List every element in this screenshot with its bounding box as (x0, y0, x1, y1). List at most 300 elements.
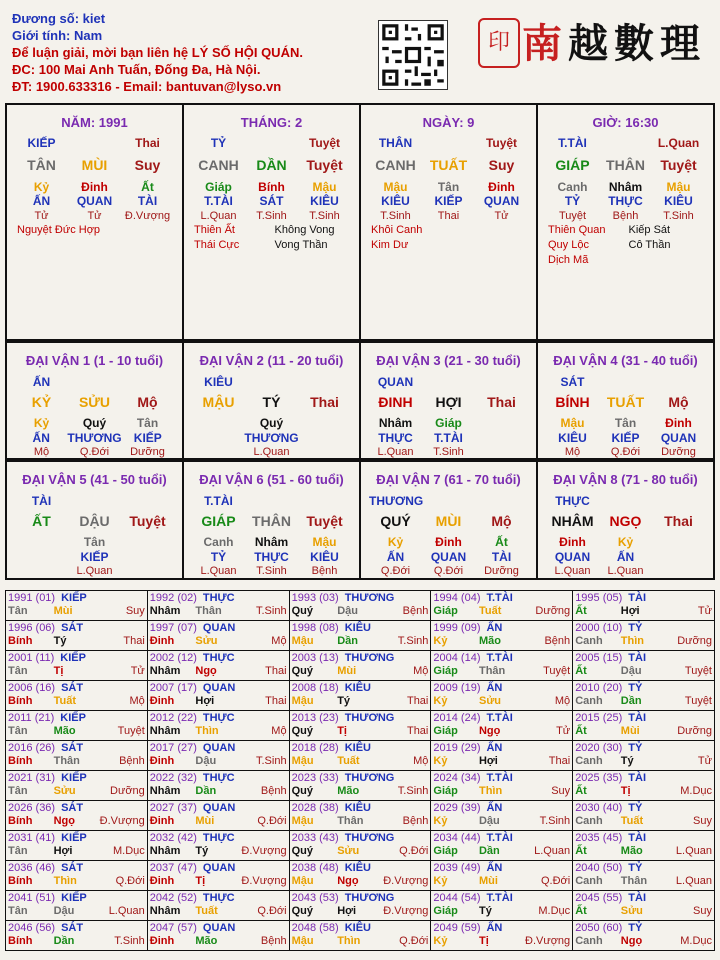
chart-token: Q.Đới (610, 446, 641, 458)
chart-token (121, 565, 174, 577)
brand-char: 數 (614, 20, 660, 67)
annual-body (150, 935, 287, 948)
chart-token: KIÊU (204, 375, 233, 389)
annual-head (433, 622, 570, 635)
life-stage: Dưỡng (677, 725, 712, 737)
annual-head (433, 832, 570, 845)
ten-god: KIẾP (60, 712, 86, 724)
annual-body (8, 905, 145, 918)
annual-luck-table (5, 590, 715, 951)
branch: Hợi (195, 695, 215, 707)
branch: Mão (195, 935, 218, 947)
stem: Ất (575, 785, 587, 797)
contact-address: ĐC: 100 Mai Anh Tuấn, Đống Đa, Hà Nội. (12, 62, 261, 77)
chart-token (476, 494, 528, 508)
chart-token: ĐINH (378, 394, 413, 410)
chart-token: Tuyệt (308, 136, 341, 150)
chart-token: Mộ (33, 446, 50, 458)
chart-token: HỢI (435, 394, 462, 410)
annual-cell (147, 921, 289, 951)
life-stage: T.Sinh (397, 635, 429, 647)
year-label: 2007 (17) (149, 682, 197, 694)
annual-cell (431, 621, 573, 651)
branch: Ngọ (478, 725, 501, 737)
annual-cell (573, 621, 715, 651)
chart-token (423, 494, 475, 508)
life-stage: Q.Đới (257, 905, 287, 917)
annual-cell (289, 861, 431, 891)
hidden-stem-row (192, 180, 351, 194)
life-stage: Suy (693, 815, 712, 827)
annual-body (292, 845, 429, 858)
annual-cell (431, 831, 573, 861)
star-label: Không Vong (274, 224, 335, 236)
branch: Sửu (53, 785, 76, 797)
chart-token (245, 136, 298, 150)
annual-body (8, 665, 145, 678)
hidden-god-row (15, 375, 174, 389)
ten-god: T.TÀI (486, 772, 513, 784)
ten-god: QUAN (202, 682, 236, 694)
chart-token: Đinh (435, 535, 462, 549)
annual-head (8, 772, 145, 785)
life-stage: Suy (551, 785, 571, 797)
year-label: 2003 (13) (291, 652, 339, 664)
life-stage: Bệnh (260, 935, 287, 947)
chart-token: L.Quan (554, 565, 591, 577)
stem-branch-row (15, 513, 174, 529)
year-label: 2025 (35) (575, 772, 623, 784)
year-label: 2049 (59) (433, 922, 481, 934)
life-stage: Bệnh (544, 635, 571, 647)
chart-token: Mộ (564, 446, 581, 458)
branch: Thìn (620, 635, 644, 647)
year-label: 2037 (47) (149, 862, 197, 874)
chart-token: Quý (82, 416, 107, 430)
annual-head (575, 772, 712, 785)
stem: Tân (8, 605, 28, 617)
branch: Dần (337, 635, 358, 647)
brand-char: 南 (522, 20, 568, 67)
chart-token (475, 375, 528, 389)
annual-body (433, 875, 570, 888)
qr-code-icon[interactable] (378, 20, 448, 90)
chart-token: Quý (259, 416, 284, 430)
ten-god-row (369, 550, 528, 564)
chart-token (192, 416, 245, 430)
annual-head (8, 682, 145, 695)
stem-branch-row (369, 394, 528, 410)
chart-cell (538, 462, 715, 580)
stem: Giáp (433, 665, 458, 677)
annual-head (8, 622, 145, 635)
hidden-god-row (369, 375, 528, 389)
chart-token: L.Quan (607, 565, 644, 577)
chart-token (121, 375, 174, 389)
chart-token (298, 494, 351, 508)
cell-title: ĐẠI VẬN 5 (41 - 50 tuổi) (22, 472, 167, 487)
ten-god: T.TÀI (486, 592, 513, 604)
chart-token: Ất (141, 180, 154, 194)
life-stage-row (369, 446, 528, 458)
brand-title (522, 12, 706, 69)
year-label: 2038 (48) (291, 862, 339, 874)
annual-cell (573, 741, 715, 771)
annual-cell (6, 921, 148, 951)
annual-cell (573, 861, 715, 891)
chart-token: T.Sinh (309, 210, 340, 222)
annual-head (433, 862, 570, 875)
annual-row (6, 591, 715, 621)
stem: Mậu (291, 875, 314, 887)
annual-body (292, 875, 429, 888)
chart-token: THƯƠNG (244, 431, 299, 445)
stem: Canh (575, 815, 603, 827)
ten-god: KIẾP (61, 772, 87, 784)
stem: Ất (575, 665, 587, 677)
hidden-god-row (546, 136, 705, 150)
branch: Tuất (53, 695, 76, 707)
chart-token: Tân (614, 416, 637, 430)
annual-row (6, 831, 715, 861)
branch: Dần (195, 785, 217, 797)
life-stage: Dưỡng (535, 605, 571, 617)
ten-god-row (546, 550, 705, 564)
annual-body (433, 725, 570, 738)
annual-cell (147, 651, 289, 681)
star-label: Thái Cực (194, 239, 240, 251)
ten-god: QUAN (202, 622, 236, 634)
chart-token: Đinh (488, 180, 515, 194)
annual-body (575, 605, 712, 618)
chart-token: SỬU (78, 394, 111, 410)
annual-body (150, 845, 287, 858)
annual-body (575, 725, 712, 738)
star-label: Vong Thần (274, 239, 328, 251)
annual-body (433, 665, 570, 678)
life-stage: Tuyệt (684, 665, 712, 677)
stem: Tân (8, 725, 28, 737)
stem: Kỷ (433, 875, 448, 887)
annual-head (433, 652, 570, 665)
chart-token (299, 431, 351, 445)
stem-branch-row (15, 394, 174, 410)
annual-head (292, 682, 429, 695)
annual-cell (431, 681, 573, 711)
annual-body (150, 785, 287, 798)
chart-token (652, 565, 705, 577)
life-stage-row (15, 446, 174, 458)
ten-god: KIẾP (61, 832, 87, 844)
chart-token: Kỷ (387, 535, 404, 549)
year-label: 2031 (41) (8, 832, 56, 844)
annual-cell (289, 891, 431, 921)
annual-head (8, 592, 145, 605)
chart-token (599, 136, 652, 150)
branch: Thìn (195, 725, 219, 737)
annual-cell (6, 711, 148, 741)
ten-god: KIẾP (60, 652, 86, 664)
stem: Bính (8, 635, 33, 647)
star-label: Nguyệt Đức Hợp (17, 224, 101, 236)
chart-token (298, 446, 351, 458)
life-stage: L.Quan (675, 875, 712, 887)
year-label: 1992 (02) (149, 592, 197, 604)
year-label: 2030 (40) (575, 802, 623, 814)
ten-god: KIÊU (344, 682, 371, 694)
year-label: 2005 (15) (575, 652, 623, 664)
ten-god: TỶ (628, 622, 643, 634)
life-stage: Bệnh (402, 605, 429, 617)
chart-token: NGỌ (609, 513, 642, 529)
chart-token: L.Quan (76, 565, 113, 577)
chart-token: THƯƠNG (369, 494, 424, 508)
chart-cell (7, 105, 184, 341)
chart-token: Tuyệt (306, 157, 343, 173)
ten-god: TỶ (628, 922, 643, 934)
chart-token: Dưỡng (661, 446, 696, 458)
annual-cell (147, 621, 289, 651)
annual-body (433, 785, 570, 798)
chart-token: Nhâm (378, 416, 413, 430)
annual-body (292, 605, 429, 618)
chart-token: Mậu (312, 180, 337, 194)
chart-token: T.Sinh (663, 210, 694, 222)
annual-head (150, 742, 287, 755)
chart-token (298, 416, 351, 430)
year-label: 2042 (52) (149, 892, 197, 904)
hidden-stem-row (369, 180, 528, 194)
chart-token (15, 565, 68, 577)
stem: Kỷ (433, 695, 448, 707)
branch: Tuất (337, 755, 360, 767)
chart-token: QUAN (430, 550, 467, 564)
annual-cell (147, 831, 289, 861)
stem: Tân (8, 785, 28, 797)
ten-god: THƯƠNG (344, 712, 395, 724)
ten-god: SÁT (61, 922, 84, 934)
branch: Dần (53, 935, 75, 947)
chart-token: Tuyệt (129, 513, 166, 529)
hidden-stem-row (15, 416, 174, 430)
annual-body (575, 815, 712, 828)
stem: Nhâm (149, 605, 181, 617)
year-label: 2013 (23) (291, 712, 339, 724)
year-label: 1993 (03) (291, 592, 339, 604)
year-label: 2040 (50) (575, 862, 623, 874)
annual-body (433, 935, 570, 948)
annual-cell (431, 591, 573, 621)
stem: Đinh (149, 695, 175, 707)
life-stage: Q.Đới (115, 875, 145, 887)
life-stage: M.Dục (680, 785, 712, 797)
hidden-god-row (369, 494, 528, 508)
chart-token: Tử (34, 210, 49, 222)
annual-cell (431, 711, 573, 741)
chart-token: Thai (664, 513, 693, 529)
annual-head (433, 592, 570, 605)
annual-head (292, 592, 429, 605)
stem: Bính (8, 815, 33, 827)
branch: Tị (195, 875, 206, 887)
year-label: 2006 (16) (8, 682, 56, 694)
chart-token: THỰC (254, 550, 289, 564)
chart-token: QUAN (377, 375, 414, 389)
year-label: 2001 (11) (8, 652, 55, 664)
year-label: 2039 (49) (433, 862, 481, 874)
annual-body (8, 815, 145, 828)
life-stage: Q.Đới (399, 935, 429, 947)
chart-token: Tuyệt (485, 136, 518, 150)
hidden-god-row (369, 136, 528, 150)
life-stage: Q.Đới (257, 815, 287, 827)
stem: Đinh (149, 755, 175, 767)
annual-cell (6, 621, 148, 651)
annual-head (8, 892, 145, 905)
stem: Quý (291, 725, 313, 737)
life-stage: Q.Đới (540, 875, 571, 887)
annual-cell (289, 741, 431, 771)
chart-token: DẦN (256, 157, 287, 173)
hidden-stem-row (546, 180, 705, 194)
year-label: 1994 (04) (433, 592, 481, 604)
annual-body (575, 785, 712, 798)
branch: Mão (478, 635, 501, 647)
annual-body (150, 665, 287, 678)
chart-token: THƯƠNG (67, 431, 122, 445)
life-stage: Mộ (271, 725, 287, 737)
branch: Tý (53, 635, 67, 647)
chart-token: GIÁP (201, 513, 236, 529)
annual-cell (289, 921, 431, 951)
ten-god: THƯƠNG (344, 592, 395, 604)
chart-token: THỰC (608, 194, 643, 208)
annual-body (292, 725, 429, 738)
cell-title: ĐẠI VẬN 6 (51 - 60 tuổi) (199, 472, 344, 487)
chart-token: KỶ (31, 394, 52, 410)
stem: Đinh (149, 935, 175, 947)
chart-cell (538, 343, 715, 460)
annual-body (8, 605, 145, 618)
stem: Ất (575, 725, 587, 737)
stem: Nhâm (149, 785, 181, 797)
annual-body (575, 755, 712, 768)
chart-token: Mậu (383, 180, 408, 194)
chart-token: Q.Đới (79, 446, 110, 458)
stem: Bính (8, 755, 33, 767)
annual-head (575, 892, 712, 905)
annual-cell (147, 711, 289, 741)
chart-token: Bệnh (311, 565, 338, 577)
hidden-stem-row (15, 180, 174, 194)
ten-god: KIÊU (344, 622, 371, 634)
year-label: 1996 (06) (8, 622, 56, 634)
annual-body (150, 875, 287, 888)
ten-god: TỶ (628, 862, 643, 874)
annual-body (8, 755, 145, 768)
stem-branch-row (192, 513, 351, 529)
chart-token: T.TÀI (204, 194, 233, 208)
cell-title: THÁNG: 2 (240, 115, 303, 130)
chart-token: Giáp (435, 416, 462, 430)
year-label: 1999 (09) (433, 622, 481, 634)
annual-cell (147, 681, 289, 711)
branch: Thân (478, 665, 506, 677)
life-stage-row (192, 446, 351, 458)
chart-token: NHÂM (551, 513, 594, 529)
year-label: 2015 (25) (575, 712, 623, 724)
chart-token (475, 446, 528, 458)
annual-body (150, 695, 287, 708)
annual-body (8, 875, 145, 888)
chart-token: Tuyệt (306, 513, 343, 529)
chart-token (245, 375, 298, 389)
branch: Thân (195, 605, 222, 617)
ten-god: THƯƠNG (344, 772, 395, 784)
year-label: 2016 (26) (8, 742, 56, 754)
stem: Quý (291, 665, 313, 677)
annual-body (575, 875, 712, 888)
annual-cell (6, 681, 148, 711)
annual-cell (573, 591, 715, 621)
stem: Canh (575, 755, 603, 767)
ten-god-row (192, 194, 351, 208)
branch: Hợi (478, 755, 498, 767)
ten-god: KIẾP (61, 892, 87, 904)
annual-cell (289, 831, 431, 861)
chart-token (121, 550, 174, 564)
annual-head (150, 802, 287, 815)
hidden-god-row (192, 136, 351, 150)
annual-body (8, 635, 145, 648)
annual-head (8, 862, 145, 875)
ten-god: ẤN (486, 682, 503, 694)
annual-cell (289, 621, 431, 651)
branch: Thìn (478, 785, 503, 797)
life-stage: M.Dục (113, 845, 145, 857)
stem: Canh (575, 695, 603, 707)
life-stage: Tuyệt (117, 725, 145, 737)
hidden-god-row (15, 494, 174, 508)
annual-body (575, 695, 712, 708)
chart-token: MÙI (435, 513, 462, 529)
branch: Mùi (478, 875, 498, 887)
branch: Thân (337, 815, 364, 827)
annual-cell (147, 741, 289, 771)
annual-head (8, 832, 145, 845)
life-stage-row (546, 565, 705, 577)
stem-branch-row (546, 513, 705, 529)
branch: Sửu (620, 905, 643, 917)
year-label: 2020 (30) (575, 742, 623, 754)
chart-token: T.TÀI (558, 136, 587, 150)
chart-token: ẤN (386, 550, 405, 564)
year-label: 2004 (14) (433, 652, 481, 664)
ten-god: TÀI (628, 712, 647, 724)
ten-god: THỰC (202, 892, 235, 904)
life-stage: Tử (130, 665, 145, 677)
chart-token: Đ.Vượng (124, 210, 171, 222)
ten-god: T.TÀI (486, 832, 513, 844)
stem: Ất (575, 605, 587, 617)
chart-token: THÂN (252, 513, 291, 529)
stem: Giáp (433, 785, 458, 797)
ten-god: ẤN (486, 922, 503, 934)
chart-token (599, 494, 652, 508)
hidden-god-row (192, 375, 351, 389)
stem: Bính (8, 695, 33, 707)
chart-token: CANH (198, 157, 239, 173)
